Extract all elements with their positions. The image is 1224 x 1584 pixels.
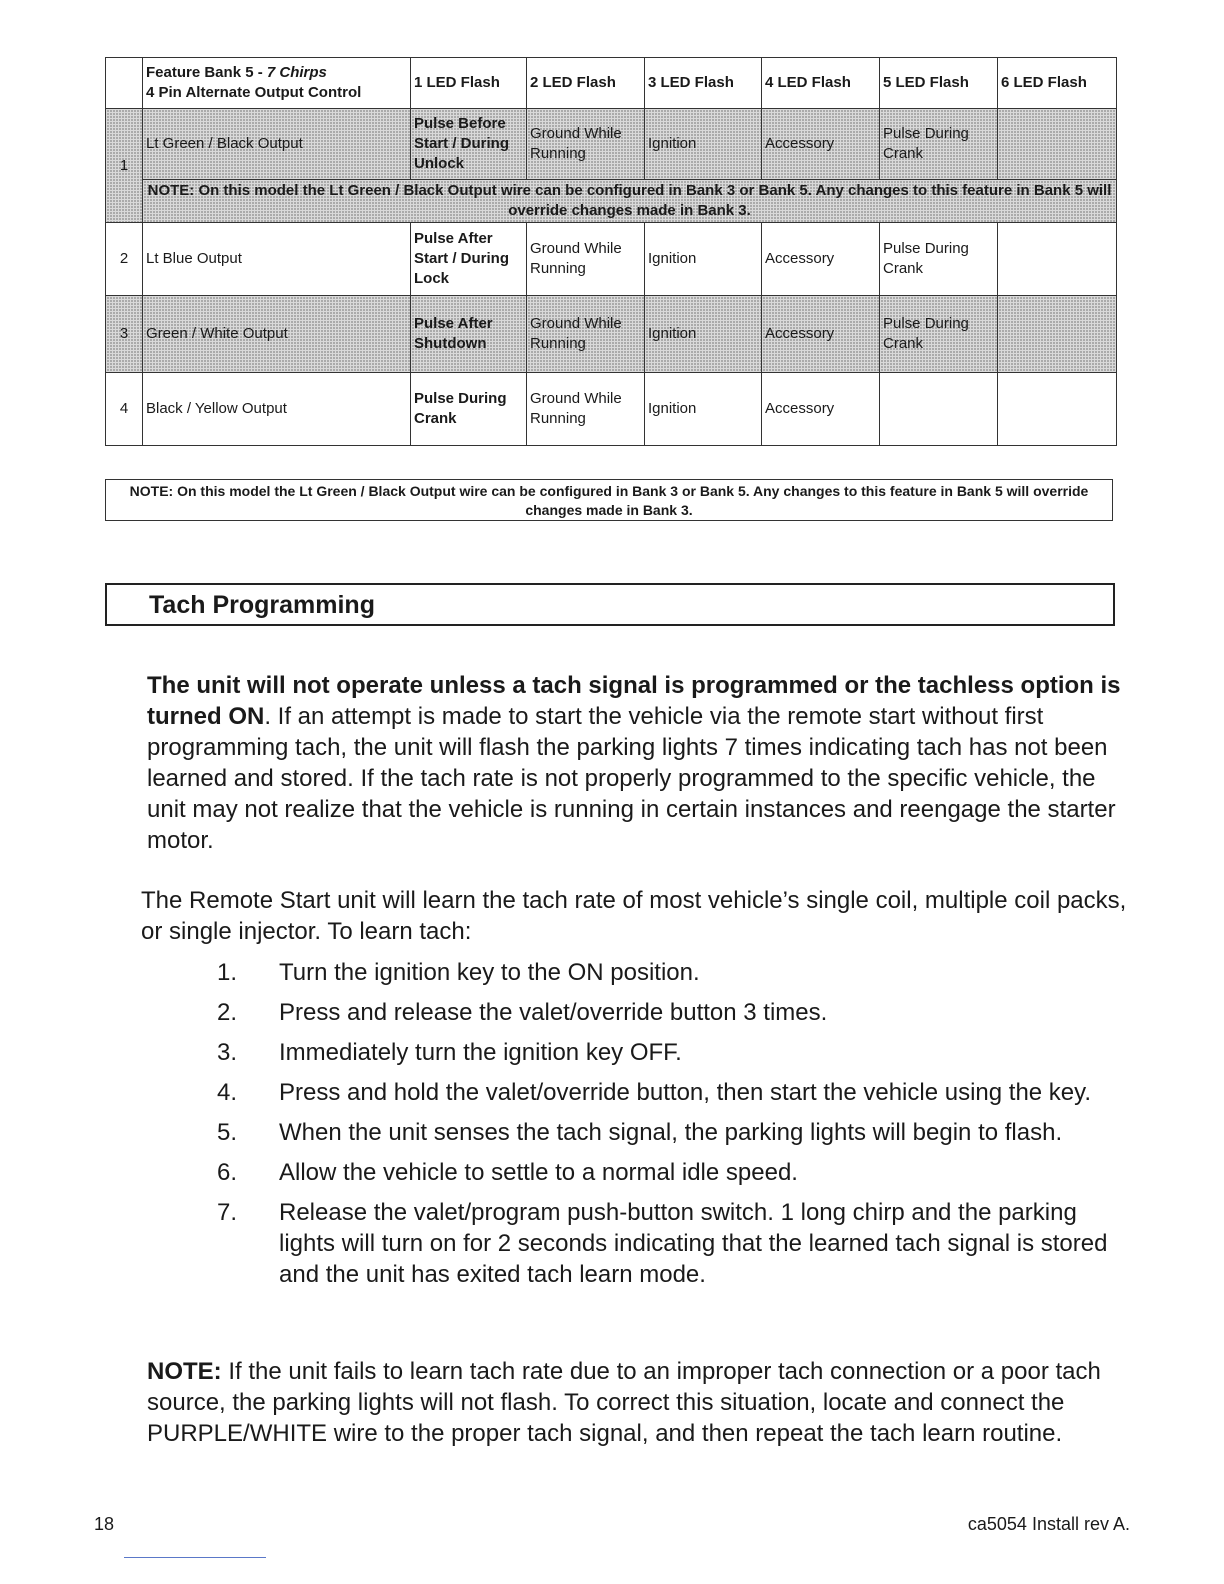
step-number: 1. xyxy=(217,959,238,986)
column-header: 1 LED Flash xyxy=(411,58,527,109)
row-number: 4 xyxy=(106,373,143,446)
table-cell: Pulse After Start / During Lock xyxy=(411,223,527,296)
step-text: Immediately turn the ignition key OFF. xyxy=(279,1039,682,1066)
table-cell: Pulse Before Start / During Unlock xyxy=(411,109,527,180)
table-cell: Pulse During Crank xyxy=(880,223,998,296)
row-number: 3 xyxy=(106,296,143,373)
bank-note-box: NOTE: On this model the Lt Green / Black Output wire can be configured in Bank 3 or Bank 5. Any changes to this feature in Bank 5 will override changes made in Bank 3. xyxy=(105,479,1113,521)
step-number: 3. xyxy=(217,1039,238,1066)
table-cell: Pulse During Crank xyxy=(411,373,527,446)
header-chirps: 7 Chirps xyxy=(266,64,327,81)
note-label: NOTE: xyxy=(147,1358,222,1385)
table-cell: Accessory xyxy=(762,109,880,180)
steps-list xyxy=(210,957,1110,1290)
step-number: 6. xyxy=(217,1159,238,1186)
table-cell: Accessory xyxy=(762,223,880,296)
list-item xyxy=(210,1117,1110,1148)
table-cell xyxy=(880,373,998,446)
table-cell: Accessory xyxy=(762,296,880,373)
step-text: Allow the vehicle to settle to a normal idle speed. xyxy=(279,1159,798,1186)
row-label: Green / White Output xyxy=(143,296,411,373)
footer-rule xyxy=(124,1557,266,1558)
header-subtitle: 4 Pin Alternate Output Control xyxy=(146,84,362,101)
intro-paragraph xyxy=(147,670,1132,856)
column-header: 2 LED Flash xyxy=(527,58,645,109)
table-inline-note: NOTE: On this model the Lt Green / Black Output wire can be configured in Bank 3 or Bank 5. Any changes to this feature in Bank 5 will override changes made in Bank 3. xyxy=(143,180,1117,223)
section-title: Tach Programming xyxy=(149,591,375,619)
table-row xyxy=(106,373,1117,446)
list-item xyxy=(210,1037,1110,1068)
column-header: 6 LED Flash xyxy=(998,58,1117,109)
row-label: Lt Green / Black Output xyxy=(143,109,411,180)
step-text: Turn the ignition key to the ON position. xyxy=(279,959,700,986)
table-row xyxy=(106,109,1117,180)
note-paragraph xyxy=(147,1356,1137,1449)
table-cell: Accessory xyxy=(762,373,880,446)
note-text: If the unit fails to learn tach rate due to an improper tach connection or a poor tach source, the parking lights will not flash. To correct this situation, locate and connect the PURPLE/WHITE wire to the proper tach signal, and then repeat the tach learn routine. xyxy=(147,1358,1101,1447)
header-num-cell xyxy=(106,58,143,109)
table-cell: Pulse During Crank xyxy=(880,109,998,180)
step-number: 5. xyxy=(217,1119,238,1146)
table-cell: Ignition xyxy=(645,373,762,446)
step-number: 2. xyxy=(217,999,238,1026)
header-title-cell xyxy=(143,58,411,109)
table-cell xyxy=(998,223,1117,296)
column-header: 5 LED Flash xyxy=(880,58,998,109)
row-number: 1 xyxy=(106,109,143,223)
list-item xyxy=(210,1077,1110,1108)
step-text: When the unit senses the tach signal, the parking lights will begin to flash. xyxy=(279,1119,1063,1146)
table-cell: Ground While Running xyxy=(527,223,645,296)
column-header: 3 LED Flash xyxy=(645,58,762,109)
list-item xyxy=(210,997,1110,1028)
list-item xyxy=(210,957,1110,988)
table-cell: Pulse After Shutdown xyxy=(411,296,527,373)
table-cell: Ignition xyxy=(645,296,762,373)
learn-intro: The Remote Start unit will learn the tach rate of most vehicle’s single coil, multiple coil packs, or single injector. To learn tach: xyxy=(141,887,1127,945)
page-number: 18 xyxy=(94,1514,115,1534)
row-number: 2 xyxy=(106,223,143,296)
list-item xyxy=(210,1197,1110,1290)
section-header-box xyxy=(105,583,1115,626)
step-number: 4. xyxy=(217,1079,238,1106)
list-item xyxy=(210,1157,1110,1188)
header-title: Feature Bank 5 - xyxy=(146,64,267,81)
table-row xyxy=(106,296,1117,373)
table-cell xyxy=(998,373,1117,446)
column-header: 4 LED Flash xyxy=(762,58,880,109)
intro-rest: . If an attempt is made to start the vehicle via the remote start without first programming tach, the unit will flash the parking lights 7 times indicating tach has not been learned and stored. If the tach rate is not properly programmed to the specific vehicle, the unit may not realize that the vehicle is running in certain instances and reengage the starter motor. xyxy=(147,703,1116,854)
intro-bold: The unit will not operate unless a tach signal is programmed or the tachless option is turned ON xyxy=(147,672,1121,730)
document-id: ca5054 Install rev A. xyxy=(967,1514,1130,1534)
step-text: Press and release the valet/override button 3 times. xyxy=(279,999,828,1026)
table-cell: Ground While Running xyxy=(527,296,645,373)
table-cell: Ignition xyxy=(645,109,762,180)
table-note-row xyxy=(106,180,1117,223)
step-text: Release the valet/program push-button switch. 1 long chirp and the parking lights will turn on for 2 seconds indicating that the learned tach signal is stored and the unit has exited tach learn mode. xyxy=(279,1199,1108,1288)
table-cell: Ignition xyxy=(645,223,762,296)
row-label: Black / Yellow Output xyxy=(143,373,411,446)
step-text: Press and hold the valet/override button, then start the vehicle using the key. xyxy=(279,1079,1092,1106)
table-row xyxy=(106,223,1117,296)
table-cell: Ground While Running xyxy=(527,373,645,446)
step-number: 7. xyxy=(217,1199,238,1226)
table-cell xyxy=(998,109,1117,180)
table-cell: Ground While Running xyxy=(527,109,645,180)
table-header-row xyxy=(106,58,1117,109)
feature-bank-table xyxy=(105,57,1117,446)
table-cell xyxy=(998,296,1117,373)
table-cell: Pulse During Crank xyxy=(880,296,998,373)
row-label: Lt Blue Output xyxy=(143,223,411,296)
